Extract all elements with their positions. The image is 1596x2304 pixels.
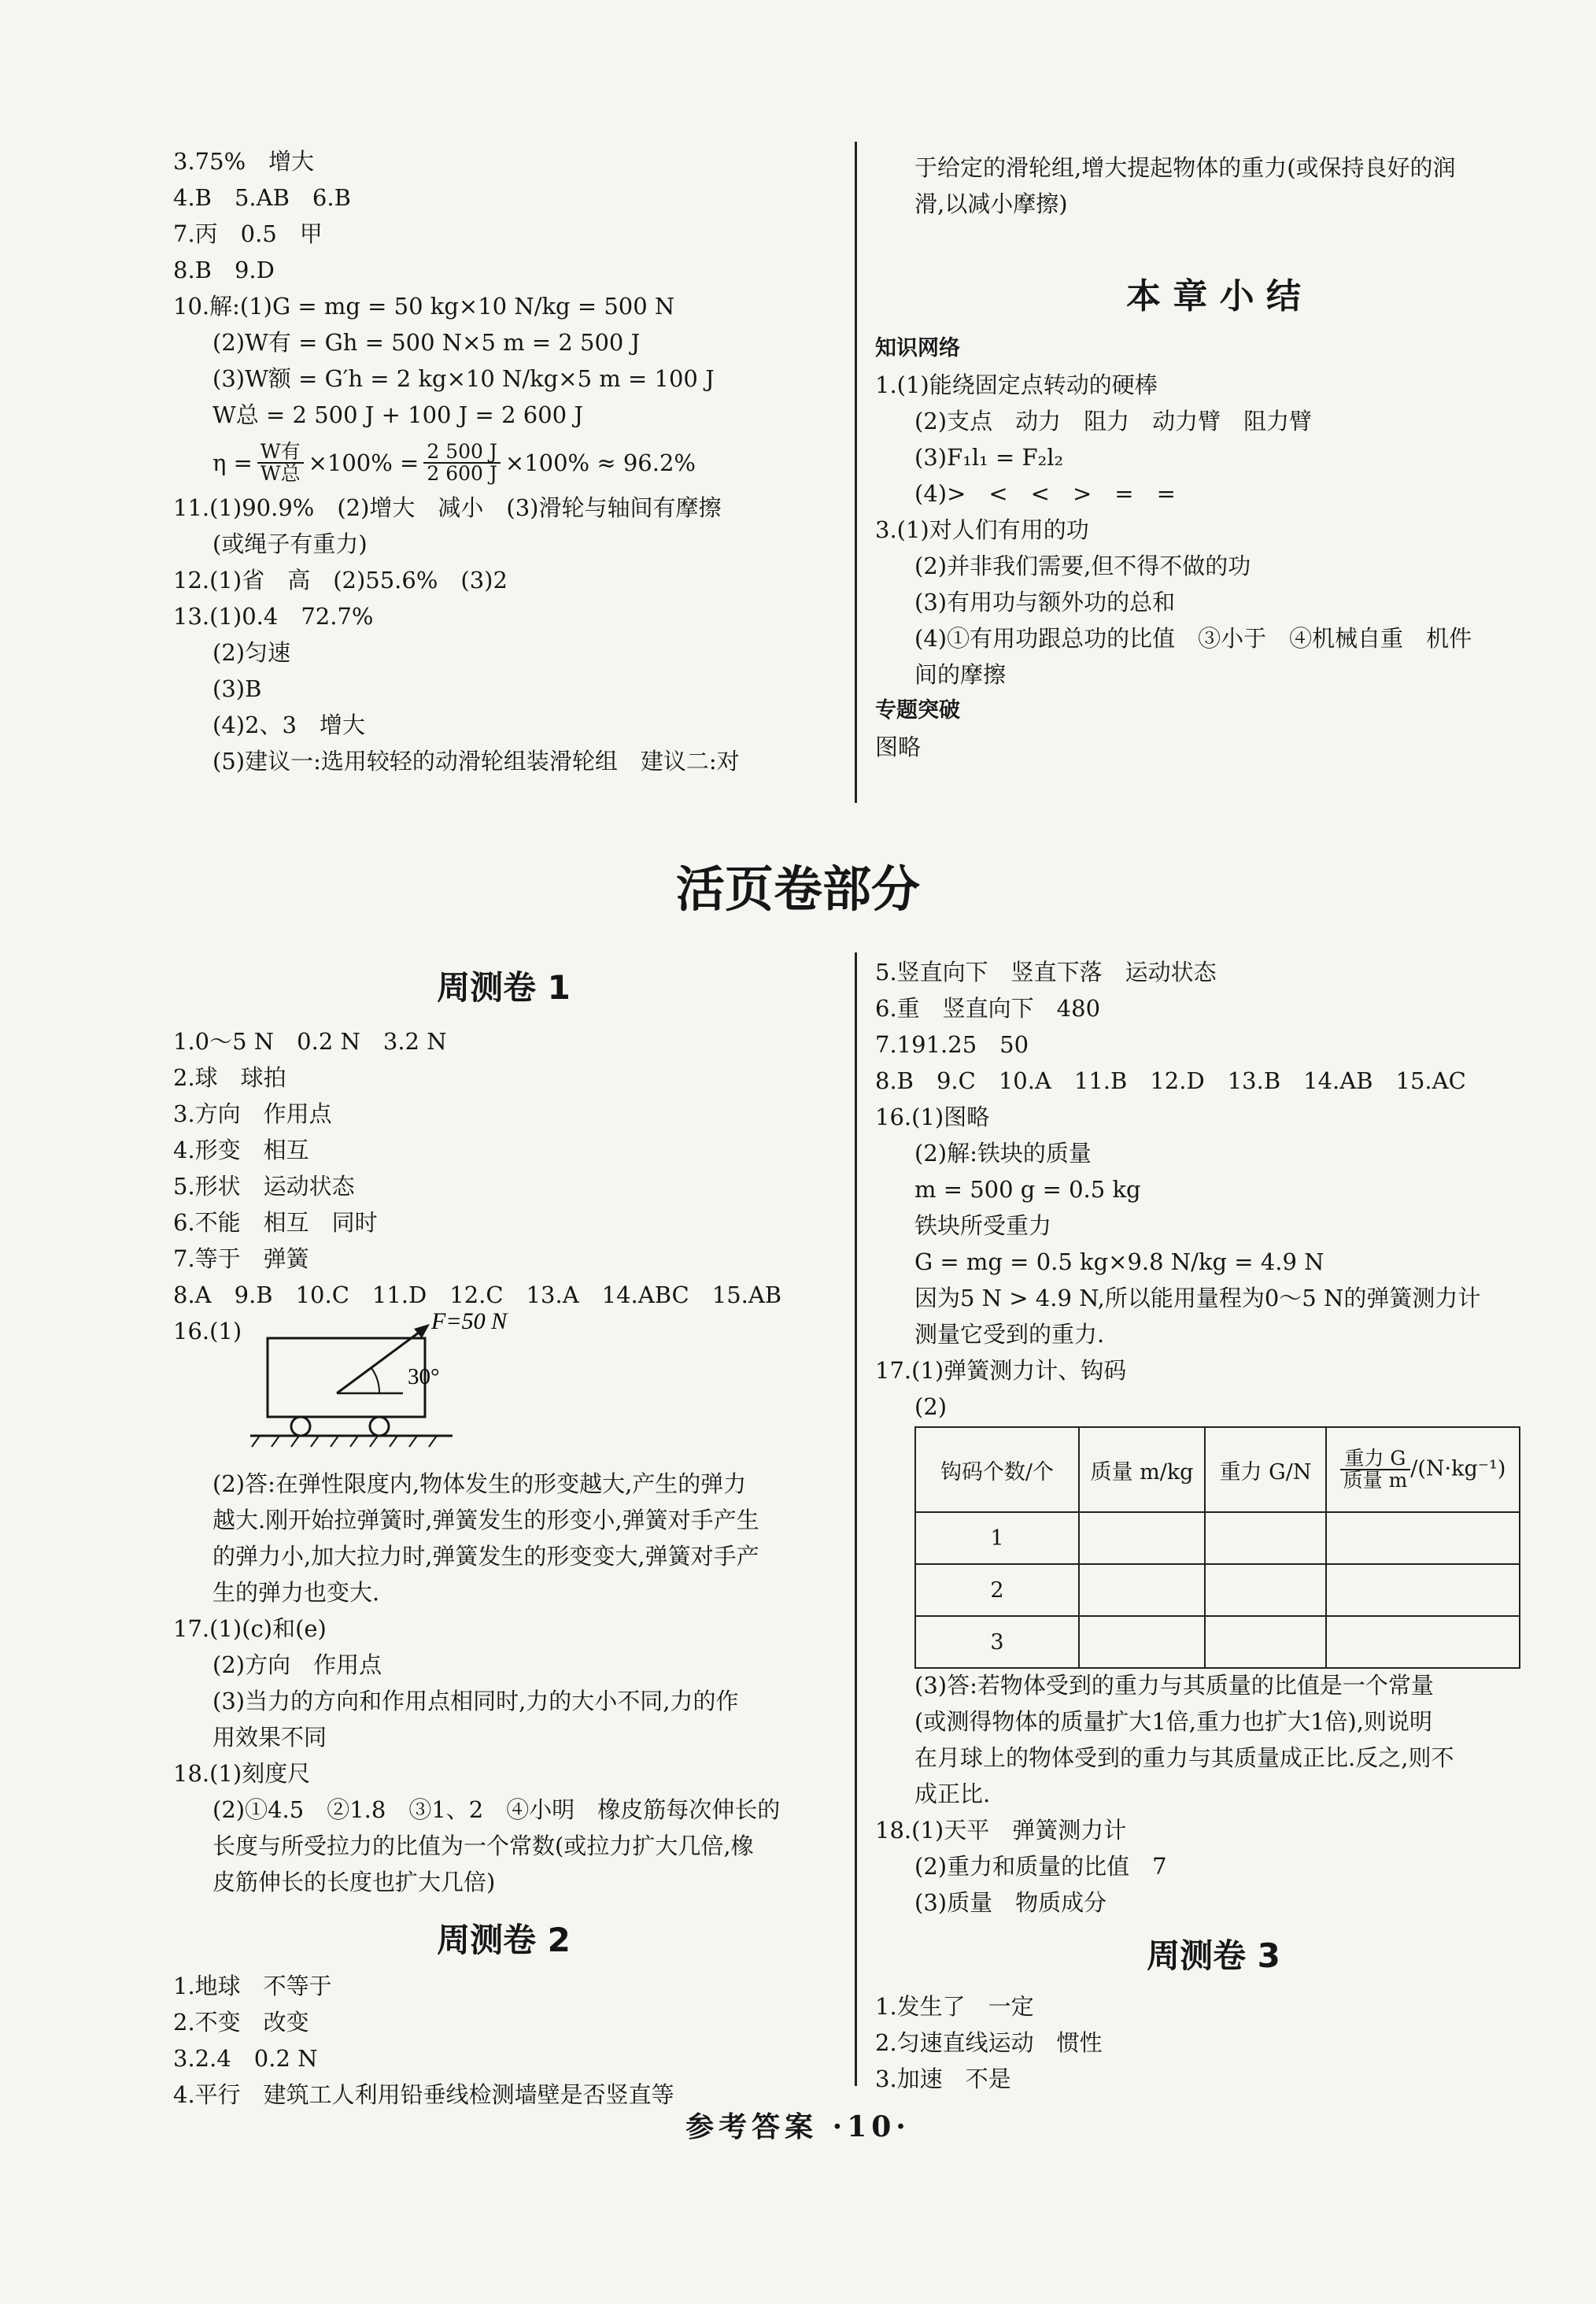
table-row	[915, 1564, 1520, 1616]
answer-line: m = 500 g = 0.5 kg	[914, 1176, 1141, 1203]
gravity-mass-table	[914, 1426, 1520, 1669]
answer-line: 11.(1)90.9% (2)增大 减小 (3)滑轮与轴间有摩擦	[173, 494, 722, 521]
week2-answers	[173, 1968, 834, 2113]
eta-lhs: η =	[212, 449, 253, 476]
chapter-summary-title: 本 章 小 结	[1126, 276, 1301, 316]
knowledge-network-label: 知识网络	[875, 336, 960, 361]
answer-line: 7.等于 弹簧	[173, 1245, 309, 1272]
week2-answers-right-continued	[875, 1667, 1552, 1921]
table-header: 钩码个数/个	[915, 1427, 1079, 1512]
table-header-row	[915, 1427, 1520, 1512]
week2-answers-right	[875, 954, 1552, 1425]
answer-line: 8.B 9.C 10.A 11.B 12.D 13.B 14.AB 15.AC	[875, 1067, 1466, 1094]
table-header-ratio	[1326, 1427, 1520, 1512]
answer-line: 6.重 竖直向下 480	[875, 995, 1101, 1022]
table-cell: 2	[915, 1564, 1079, 1616]
answer-line: 1.地球 不等于	[173, 1973, 332, 1999]
answer-line: (或测得物体的质量扩大1倍,重力也扩大1倍),则说明	[914, 1708, 1432, 1735]
answer-line: (2)解:铁块的质量	[914, 1140, 1092, 1167]
answer-line: 4.B 5.AB 6.B	[173, 184, 351, 211]
answer-line: (2)支点 动力 阻力 动力臂 阻力臂	[914, 408, 1313, 435]
answer-line: 13.(1)0.4 72.7%	[173, 603, 374, 630]
answer-line: 滑,以减小摩擦)	[914, 190, 1068, 217]
answer-line: 越大.刚开始拉弹簧时,弹簧发生的形变小,弹簧对手产生	[212, 1507, 759, 1533]
answer-line: 5.形状 运动状态	[173, 1173, 355, 1200]
answer-line: 于给定的滑轮组,增大提起物体的重力(或保持良好的润	[914, 154, 1456, 181]
fraction-denominator: 2 600 J	[427, 462, 497, 485]
answer-line: (5)建议一:选用较轻的动滑轮组装滑轮组 建议二:对	[212, 748, 740, 775]
answer-line: (2)答:在弹性限度内,物体发生的形变越大,产生的弹力	[212, 1470, 747, 1497]
answer-line: 的弹力小,加大拉力时,弹簧发生的形变变大,弹簧对手产	[212, 1543, 759, 1570]
answer-line: 3.(1)对人们有用的功	[875, 516, 1089, 543]
table-cell: 3	[915, 1616, 1079, 1668]
ground-hatching	[252, 1436, 437, 1447]
section-title: 活页卷部分	[675, 860, 920, 918]
answer-line: 16.(1)图略	[875, 1104, 990, 1130]
table-cell: 1	[915, 1512, 1079, 1564]
table-cell	[1326, 1564, 1520, 1616]
answer-line: (2)并非我们需要,但不得不做的功	[914, 553, 1251, 579]
answer-line: W总 = 2 500 J + 100 J = 2 600 J	[212, 401, 583, 428]
answer-line: (2)重力和质量的比值 7	[914, 1853, 1167, 1880]
week2-title: 周测卷 2	[437, 1921, 571, 1959]
fraction-numerator: 重力 G	[1340, 1448, 1411, 1470]
answer-line: (3)质量 物质成分	[914, 1889, 1107, 1916]
answer-line: 17.(1)(c)和(e)	[173, 1615, 327, 1642]
answer-line: 铁块所受重力	[914, 1212, 1052, 1239]
answer-line: 8.A 9.B 10.C 11.D 12.C 13.A 14.ABC 15.AB	[173, 1281, 782, 1308]
answer-line: 8.B 9.D	[173, 257, 275, 283]
efficiency-formula	[173, 436, 834, 490]
answer-line: 7.191.25 50	[875, 1031, 1029, 1058]
fraction-numerator: 2 500 J	[423, 442, 501, 464]
eta-fraction-1	[257, 442, 304, 484]
answer-line: (3)答:若物体受到的重力与其质量的比值是一个常量	[914, 1672, 1434, 1699]
answer-line: (2)W有 = Gh = 500 N×5 m = 2 500 J	[212, 329, 641, 356]
table-cell	[1326, 1512, 1520, 1564]
answer-line: 成正比.	[914, 1781, 991, 1807]
angle-label: 30°	[408, 1364, 440, 1389]
answer-line: (3)F₁l₁ = F₂l₂	[914, 444, 1064, 471]
table-row	[915, 1512, 1520, 1564]
answer-line: (或绳子有重力)	[212, 531, 368, 557]
answer-line: (3)W额 = G′h = 2 kg×10 N/kg×5 m = 100 J	[212, 365, 715, 392]
answer-line: 6.不能 相互 同时	[173, 1209, 378, 1236]
cart-wheel-right	[370, 1417, 389, 1436]
answer-line: 长度与所受拉力的比值为一个常数(或拉力扩大几倍,橡	[212, 1832, 754, 1859]
answer-line: 3.加速 不是	[875, 2065, 1011, 2092]
table-cell	[1205, 1512, 1326, 1564]
answer-line: 7.丙 0.5 甲	[173, 220, 323, 247]
table-cell	[1079, 1616, 1205, 1668]
answer-line: (4)> < < > = =	[914, 480, 1176, 507]
week3-title: 周测卷 3	[1147, 1936, 1280, 1975]
answer-line: 3.75% 增大	[173, 148, 315, 175]
answer-line: (2)方向 作用点	[212, 1651, 382, 1678]
answer-line: 4.形变 相互	[173, 1137, 309, 1163]
answer-line: 在月球上的物体受到的重力与其质量成正比.反之,则不	[914, 1744, 1454, 1771]
table-header: 质量 m/kg	[1079, 1427, 1205, 1512]
ratio-fraction	[1340, 1448, 1411, 1491]
answer-line: 图略	[875, 734, 922, 760]
ratio-unit: /(N·kg⁻¹)	[1410, 1456, 1506, 1481]
force-label: F=50 N	[431, 1308, 508, 1334]
fraction-denominator: 质量 m	[1343, 1469, 1408, 1492]
answer-line: 3.方向 作用点	[173, 1100, 332, 1127]
answer-line: (2)匀速	[212, 639, 291, 666]
answer-line: 1.0～5 N 0.2 N 3.2 N	[173, 1028, 447, 1055]
eta-mid: ×100% =	[308, 449, 419, 476]
special-breakthrough-label: 专题突破	[875, 698, 960, 723]
answer-line: 测量它受到的重力.	[914, 1321, 1105, 1348]
answer-line: 16.(1)	[173, 1318, 242, 1344]
angle-arc	[371, 1368, 379, 1393]
table-row	[915, 1616, 1520, 1668]
answer-line: (4)①有用功跟总功的比值 ③小于 ④机械自重 机件	[914, 625, 1472, 652]
answer-line: (4)2、3 增大	[212, 712, 365, 738]
fraction-numerator: W有	[257, 442, 304, 464]
right-top-column	[875, 150, 1552, 222]
answer-line: 17.(1)弹簧测力计、钩码	[875, 1357, 1127, 1384]
answer-line: 皮筋伸长的长度也扩大几倍)	[212, 1869, 496, 1895]
table-cell	[1205, 1564, 1326, 1616]
answer-line: 5.竖直向下 竖直下落 运动状态	[875, 959, 1217, 986]
table-cell	[1079, 1512, 1205, 1564]
column-divider-top	[855, 142, 857, 803]
column-divider-bottom	[855, 952, 857, 2086]
answer-line: (2)	[914, 1393, 948, 1420]
answer-line: (3)当力的方向和作用点相同时,力的大小不同,力的作	[212, 1688, 739, 1714]
answer-line: (3)B	[212, 675, 262, 702]
answer-line: 18.(1)天平 弹簧测力计	[875, 1817, 1127, 1844]
week1-answers-continued	[173, 1466, 834, 1900]
answer-line: 1.发生了 一定	[875, 1993, 1034, 2020]
chapter-summary	[875, 331, 1552, 765]
eta-fraction-2	[423, 442, 501, 484]
answer-line: 因为5 N > 4.9 N,所以能用量程为0～5 N的弹簧测力计	[914, 1285, 1481, 1311]
eta-rhs: ×100% ≈ 96.2%	[504, 449, 696, 476]
table-cell	[1326, 1616, 1520, 1668]
answer-line: 间的摩擦	[914, 661, 1007, 688]
answer-line: 生的弹力也变大.	[212, 1579, 380, 1606]
answer-line: 4.平行 建筑工人利用铅垂线检测墙壁是否竖直等	[173, 2081, 674, 2108]
table-header: 重力 G/N	[1205, 1427, 1326, 1512]
answer-line: (3)有用功与额外功的总和	[914, 589, 1176, 616]
cart-wheel-left	[291, 1417, 310, 1436]
fraction-denominator: W总	[260, 462, 301, 485]
answer-line: 18.(1)刻度尺	[173, 1760, 311, 1787]
answer-line: G = mg = 0.5 kg×9.8 N/kg = 4.9 N	[914, 1248, 1324, 1275]
answer-line: 用效果不同	[212, 1724, 327, 1751]
page-footer: 参考答案 ·10·	[685, 2110, 911, 2143]
answer-line: (2)①4.5 ②1.8 ③1、2 ④小明 橡皮筋每次伸长的	[212, 1796, 781, 1823]
answer-line: 2.匀速直线运动 惯性	[875, 2029, 1103, 2056]
answer-line: 1.(1)能绕固定点转动的硬棒	[875, 372, 1158, 398]
answer-line: 2.不变 改变	[173, 2009, 309, 2036]
table-cell	[1205, 1616, 1326, 1668]
force-arrow-head	[414, 1324, 430, 1338]
cart-force-diagram	[244, 1307, 574, 1456]
week1-title: 周测卷 1	[437, 968, 571, 1007]
answer-line: 2.球 球拍	[173, 1064, 286, 1091]
answer-line: 10.解:(1)G = mg = 50 kg×10 N/kg = 500 N	[173, 293, 675, 320]
answer-line: 12.(1)省 高 (2)55.6% (3)2	[173, 567, 508, 594]
left-top-column	[173, 143, 834, 779]
cart-body	[268, 1338, 425, 1417]
week3-answers	[875, 1988, 1552, 2097]
answer-line: 3.2.4 0.2 N	[173, 2045, 318, 2072]
week1-answers	[173, 1023, 834, 1349]
table-cell	[1079, 1564, 1205, 1616]
